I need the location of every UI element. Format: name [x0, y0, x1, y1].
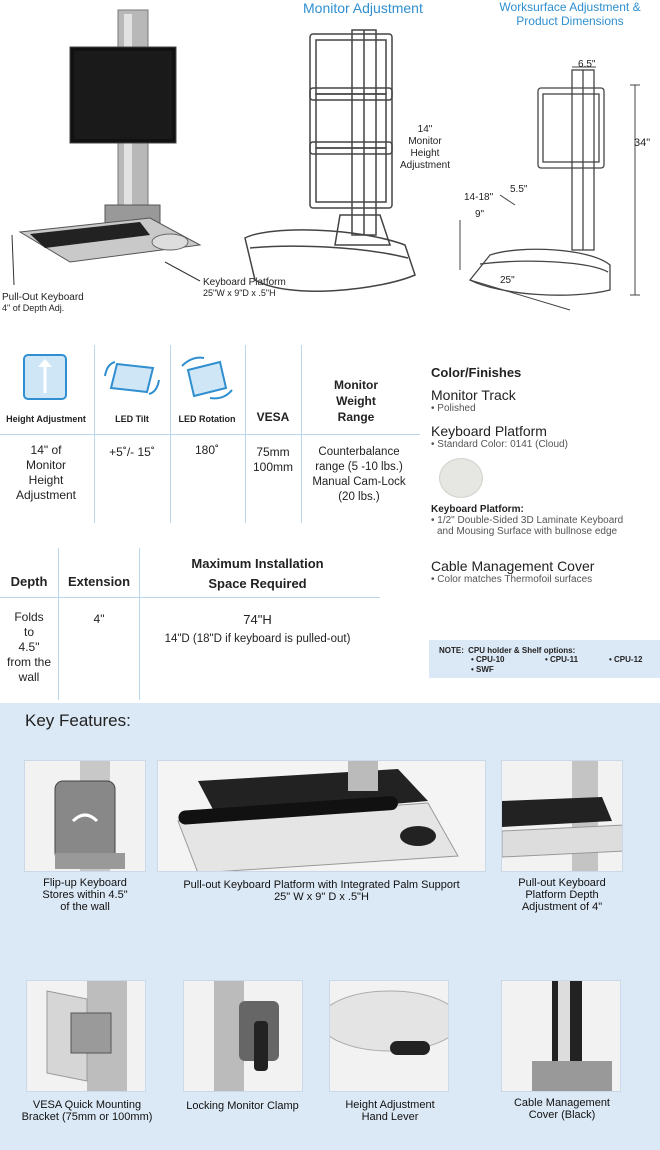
- keyboard-platform-label: Keyboard Platform: [431, 423, 547, 439]
- header-extension: Extension: [67, 574, 131, 589]
- tilt-value: +5˚/- 15˚: [109, 445, 155, 459]
- led-rotation-icon: [178, 356, 236, 400]
- dim-14-18: 14-18": [464, 192, 494, 203]
- feature-caption-cable-cover: Cable Management Cover (Black): [513, 1097, 610, 1121]
- height-adjustment-label: 14" Monitor Height Adjustment: [399, 124, 451, 171]
- vesa-bracket-photo: [26, 980, 146, 1092]
- dim-5-5: 5.5": [510, 184, 528, 195]
- header-max-space: Maximum Installation Space Required: [191, 556, 324, 591]
- key-features-title: Key Features:: [25, 711, 131, 730]
- dim-25: 25": [500, 275, 515, 286]
- vesa-value: 75mm 100mm: [252, 445, 293, 474]
- note-option-4: • SWF: [471, 665, 494, 674]
- product-photo: [0, 0, 230, 330]
- worksurface-title: Worksurface Adjustment & Product Dimensions: [499, 0, 641, 28]
- header-monitor-weight: Monitor Weight Range: [334, 378, 378, 424]
- keyboard-platform-sub: • Standard Color: 0141 (Cloud): [431, 439, 568, 450]
- locking-clamp-photo: [183, 980, 303, 1092]
- kbp-bold-label: Keyboard Platform:: [431, 504, 524, 515]
- header-led-rotation: LED Rotation: [178, 414, 236, 424]
- kbp-desc-1: • 1/2" Double-Sided 3D Laminate Keyboard: [431, 515, 624, 526]
- note-label: NOTE:: [439, 646, 464, 655]
- header-led-tilt: LED Tilt: [115, 414, 149, 424]
- key-features-section: [0, 703, 660, 1150]
- feature-caption-clamp: Locking Monitor Clamp: [186, 1100, 299, 1112]
- led-tilt-icon: [103, 358, 161, 398]
- cable-cover-sub: • Color matches Thermofoil surfaces: [431, 574, 593, 585]
- flip-up-keyboard-photo: [24, 760, 146, 872]
- dim-34: 34": [634, 137, 651, 149]
- dimensions-diagram: [440, 40, 660, 330]
- cpu-note-box: [429, 640, 660, 678]
- height-value: 14" of Monitor Height Adjustment: [15, 443, 77, 502]
- cable-cover-photo: [501, 980, 621, 1092]
- monitor-adjustment-title: Monitor Adjustment: [303, 0, 423, 16]
- platform-callout: Keyboard Platform 25"W x 9"D x .5"H: [203, 277, 286, 298]
- kbp-desc-2: and Mousing Surface with bullnose edge: [437, 526, 618, 537]
- depth-adjustment-photo: [501, 760, 623, 872]
- feature-caption-flip-up: Flip-up Keyboard Stores within 4.5" of the wall: [42, 877, 128, 913]
- header-vesa: VESA: [256, 410, 290, 424]
- rotation-value: 180˚: [194, 443, 220, 457]
- finishes-title: Color/Finishes: [431, 365, 522, 380]
- monitor-track-label: Monitor Track: [431, 387, 516, 403]
- feature-caption-vesa: VESA Quick Mounting Bracket (75mm or 100mm): [21, 1099, 153, 1123]
- space-d-value: 14"D (18"D if keyboard is pulled-out): [164, 633, 351, 645]
- note-option-1: • CPU-10: [471, 655, 505, 664]
- height-adjustment-icon: [22, 353, 68, 401]
- height-lever-photo: [329, 980, 449, 1092]
- space-h-value: 74"H: [243, 612, 272, 627]
- pull-out-platform-photo: [157, 760, 486, 872]
- extension-value: 4": [93, 612, 105, 626]
- header-depth: Depth: [10, 574, 48, 589]
- feature-caption-lever: Height Adjustment Hand Lever: [345, 1099, 435, 1123]
- weight-value: Counterbalance range (5 -10 lbs.) Manual Cam-Lock (20 lbs.): [312, 446, 406, 503]
- header-height-adjustment: Height Adjustment: [6, 414, 86, 424]
- finishes-section: [431, 365, 660, 585]
- depth-value: Folds to 4.5" from the wall: [6, 610, 51, 684]
- cloud-color-swatch: [439, 458, 483, 498]
- note-text: CPU holder & Shelf options:: [468, 646, 576, 655]
- feature-caption-depth-adjustment: Pull-out Keyboard Platform Depth Adjustment of 4": [518, 877, 606, 913]
- dim-6-5: 6.5": [578, 59, 596, 70]
- cable-cover-label: Cable Management Cover: [431, 558, 595, 574]
- note-option-3: • CPU-12: [609, 655, 643, 664]
- feature-caption-pull-out-platform: Pull-out Keyboard Platform with Integrated Palm Support 25" W x 9" D x .5"H: [183, 879, 460, 903]
- pullout-callout: Pull-Out Keyboard 4" of Depth Adj.: [2, 292, 84, 313]
- note-option-2: • CPU-11: [545, 655, 579, 664]
- dim-9: 9": [475, 209, 485, 220]
- monitor-track-sub: • Polished: [431, 403, 476, 414]
